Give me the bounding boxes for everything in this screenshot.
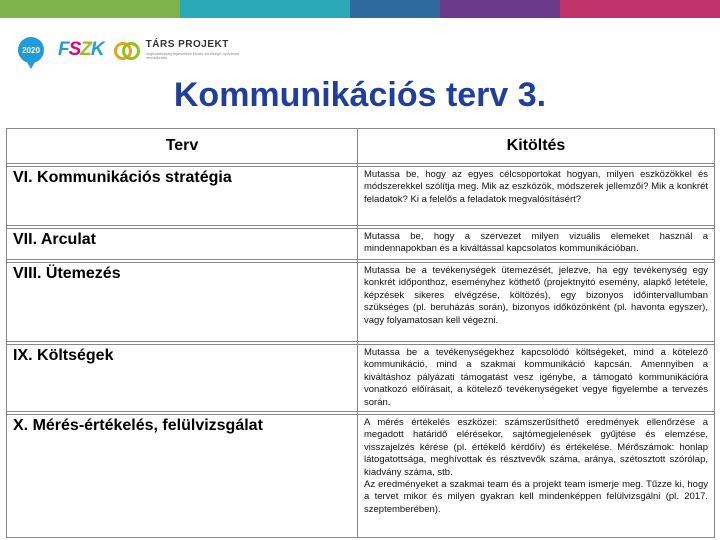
row-description: Mutassa be a tevékenységek ütemezését, jelezve, ha egy tevékenység egy konkrét időponthoz, eseményhez köthető (projektnyitó esemény, alapkő letétele, képzések sikeres elvégzése, költözés), egy bizonyos időintervallumban szükséges (pl. beruházás során), bizonyos időközönként (pl. havonta egyszer), vagy folyamatosan kell végezni.	[358, 263, 715, 342]
tars-projekt-logo	[114, 39, 241, 61]
row-label: VI. Kommunikációs stratégia	[7, 167, 358, 226]
header-plan: Terv	[7, 129, 358, 164]
tars-title: TÁRS PROJEKT	[145, 39, 229, 50]
tars-subtitle: Jogtudatosság fejlesztése kiváló minőségű nyilvános rendelkezés	[145, 51, 240, 60]
table-header-row	[7, 129, 715, 164]
row-label: IX. Költségek	[7, 345, 358, 412]
row-description: Mutassa be, hogy a szervezet milyen vizuális elemeket használ a mindennapokban és a kiváltással kapcsolatos kommunikációban.	[358, 229, 715, 260]
logo-strip	[18, 32, 241, 68]
row-label: VII. Arculat	[7, 229, 358, 260]
row-description: Mutassa be a tevékenységekhez kapcsolódó költségeket, mind a kötelező kommunikáció, mind a szakmai kommunikáció kapcsán. Amennyiben a kiváltáshoz pályázati támogatást vesz igénybe, a támogató kommunikációra vonatkozó előírásait, a kötelező tevékenységeket vegye figyelembe a tervezés során.	[358, 345, 715, 412]
table-row	[7, 167, 715, 226]
color-bar-segment	[0, 0, 180, 18]
row-description: Mutassa be, hogy az egyes célcsoportokat hogyan, milyen eszközökkel és módszerekkel szólítja meg. Mik az eszközök, módszerek jellemzői? Mik a konkrét feladatok? Ki a felelős a feladatok megvalósításért?	[358, 167, 715, 226]
color-bar-segment	[560, 0, 720, 18]
top-color-bar	[0, 0, 720, 18]
fszk-logo: FSZK	[58, 39, 104, 60]
row-label: VIII. Ütemezés	[7, 263, 358, 342]
tars-mark-icon	[114, 39, 140, 61]
table-row	[7, 415, 715, 538]
page-title: Kommunikációs terv 3.	[173, 76, 547, 114]
color-bar-segment	[180, 0, 350, 18]
plan-table	[6, 128, 715, 538]
row-label: X. Mérés-értékelés, felülvizsgálat	[7, 415, 358, 538]
header-fill: Kitöltés	[358, 129, 715, 164]
row-description: A mérés értékelés eszközei: számszerűsíthető eredmények ellenőrzése a megadott határidő elérésekor, sajtómegjelenések gyűjtése és elemzése, visszajelzés kérése (pl. értékelő kérdőív) és értékelése. Mérőszámok: honlap látogatottsága, meghívottak és résztvevők száma, aránya, szétosztott szórólap, kiadvány száma, stb. Az eredményeket a szakmai team és a projekt team ismerje meg. Tűzze ki, hogy a tervet mikor és milyen gyakran kell mindenképpen felülvizsgálni (pl. 2017. szeptemberében).	[358, 415, 715, 538]
color-bar-segment	[440, 0, 560, 18]
table-row	[7, 263, 715, 342]
color-bar-segment	[350, 0, 440, 18]
table-row	[7, 229, 715, 260]
table-row	[7, 345, 715, 412]
program-logo: 2020	[18, 37, 44, 63]
